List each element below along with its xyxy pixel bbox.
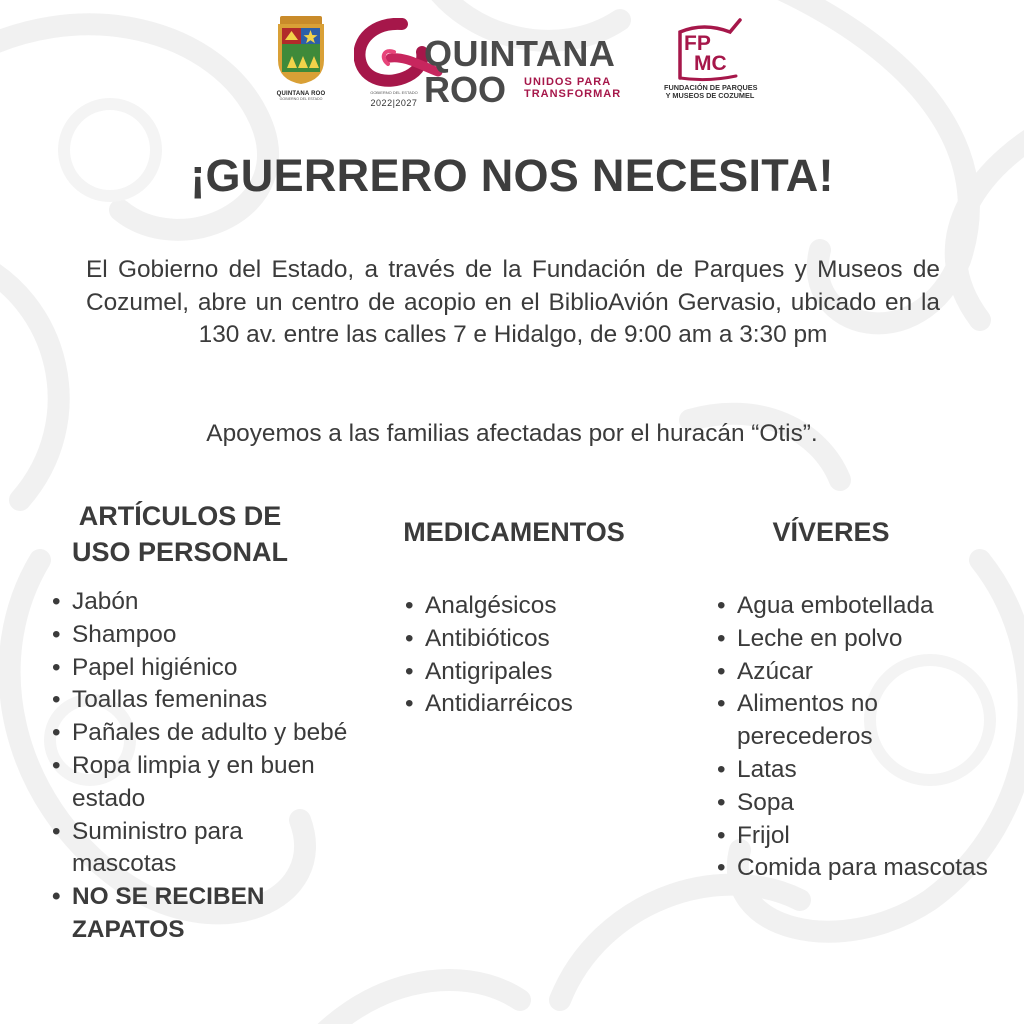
list-item: • Agua embotellada <box>715 590 1015 623</box>
list-item: • Pañales de adulto y bebé <box>50 717 350 750</box>
roo-wordmark: ROO <box>424 69 507 110</box>
appeal-text: Apoyemos a las familias afectadas por el huracán “Otis”. <box>206 420 818 447</box>
slogan-line-1: UNIDOS PARA <box>524 76 612 88</box>
quintana-wordmark: QUINTANA <box>424 33 616 74</box>
foundation-name-line-2: Y MUSEOS DE COZUMEL <box>665 91 755 100</box>
coat-of-arms-icon <box>274 16 328 84</box>
list-item: • Latas <box>715 754 1015 787</box>
personal-items-list <box>50 586 350 947</box>
list-item: • Azúcar <box>715 656 1015 689</box>
medicines-list <box>403 590 673 721</box>
slogan <box>524 76 621 100</box>
list-item: • Shampoo <box>50 619 350 652</box>
government-caption: GOBIERNO DEL ESTADO <box>370 90 418 95</box>
state-coat-of-arms-logo <box>272 16 330 108</box>
list-item: • Analgésicos <box>403 590 673 623</box>
column-title-groceries: VÍVERES <box>772 517 890 547</box>
list-item: • Papel higiénico <box>50 652 350 685</box>
list-item: • Comida para mascotas <box>715 852 1015 885</box>
state-logo-subcaption: GOBIERNO DEL ESTADO <box>279 97 323 101</box>
list-item: • Toallas femeninas <box>50 684 350 717</box>
groceries-list <box>715 590 1015 885</box>
list-item: • Frijol <box>715 820 1015 853</box>
administration-years: 2022|2027 <box>370 98 418 108</box>
column-title-medicines: MEDICAMENTOS <box>403 517 625 547</box>
list-item: • Leche en polvo <box>715 623 1015 656</box>
column-personal-items <box>50 498 350 947</box>
list-item: • Alimentos no perecederos <box>715 688 1015 754</box>
intro-paragraph: El Gobierno del Estado, a través de la Fundación de Parques y Museos de Cozumel, abre un centro de acopio en el BiblioAvión Gervasio, ubicado en la 130 av. entre las calles 7 e Hidalgo, de 9:00 am a 3:30 pm <box>86 256 940 348</box>
fpmc-letters-mc: MC <box>694 52 727 75</box>
state-logo-caption: QUINTANA ROO <box>276 91 326 97</box>
list-item: • Antibióticos <box>403 623 673 656</box>
column-medicines <box>383 498 653 721</box>
no-shoes-notice: • NO SE RECIBEN ZAPATOS <box>50 881 350 947</box>
foundation-name-line-1: FUNDACIÓN DE PARQUES <box>664 83 758 92</box>
logo-row <box>0 14 1024 114</box>
column-title-personal-items: ARTÍCULOS DE USO PERSONAL <box>71 501 289 567</box>
list-item: • Sopa <box>715 787 1015 820</box>
list-item: • Jabón <box>50 586 350 619</box>
list-item: • Antigripales <box>403 656 673 689</box>
list-item: • Ropa limpia y en buen estado <box>50 750 350 816</box>
headline: ¡GUERRERO NOS NECESITA! <box>190 150 834 201</box>
slogan-line-2: TRANSFORMAR <box>524 88 622 100</box>
list-item: • Antidiarréicos <box>403 688 673 721</box>
column-groceries <box>715 498 1015 885</box>
list-item: • Suministro para mascotas <box>50 816 350 882</box>
quintana-roo-government-logo <box>354 18 624 110</box>
fpmc-letters-fp: FP <box>684 32 711 55</box>
fpmc-foundation-logo <box>664 18 756 112</box>
fpmc-mark <box>674 18 746 84</box>
